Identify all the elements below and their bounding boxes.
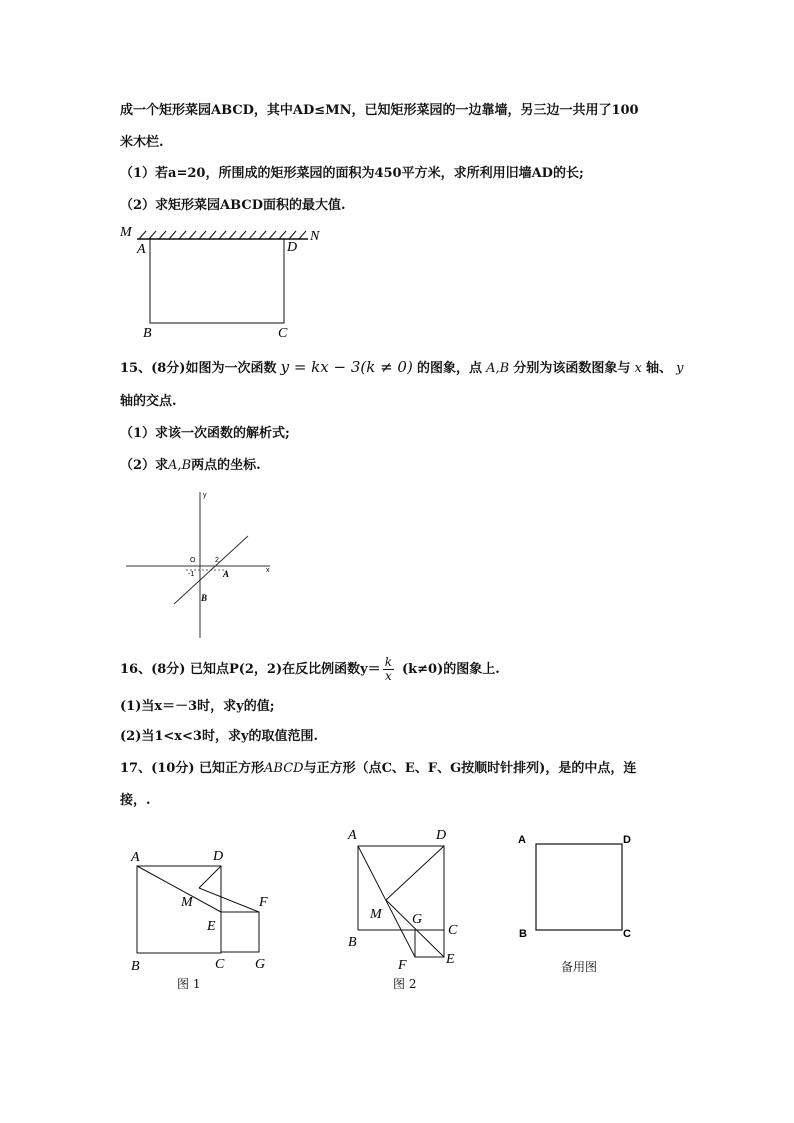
spare-label-C: C [623,928,631,940]
p15-line2: 轴的交点. [120,394,177,409]
p15-y-axis: y [676,361,684,376]
fig2-caption: 图 2 [393,977,417,991]
fraction-denominator: x [384,669,392,683]
label-D: D [287,240,298,255]
x-label: x [266,567,270,574]
p15-mid2: 分别为该函数图象与 [513,361,631,376]
segment-MF [199,888,259,912]
fig2-label-M: M [370,907,382,922]
square-cefg [221,912,259,952]
fig2-label-B: B [348,935,357,950]
wall-hatching [139,231,306,239]
segment-MD [199,866,221,888]
p16-tail: (k≠0)的图象上. [401,662,500,677]
p15-mid: 的图象，点 [416,361,482,376]
spare-label-B: B [519,928,527,940]
label-B: B [143,326,152,341]
p15-head: 15、(8分)如图为一次函数 [120,361,277,376]
fig1-label-G: G [255,957,266,972]
fig1-label-E: E [207,919,216,934]
origin-label: O [190,557,196,564]
p15-points: A,B [486,361,510,376]
fig1-caption: 图 1 [177,977,201,991]
p15-q2-post: 两点的坐标. [191,458,261,473]
fig2-label-C: C [448,923,458,938]
fig1-label-B: B [131,959,140,974]
p14-question-2: （2）求矩形菜园ABCD面积的最大值. [120,198,346,213]
p17-figure-2 [340,822,480,972]
label-A: A [137,242,146,257]
p17-line1 [120,760,636,778]
p15-mid3: 轴、 [645,361,672,376]
y-label: y [203,492,207,499]
tick-2: 2 [215,557,219,564]
label-N: N [310,229,320,244]
point-A-label: A [223,569,230,579]
p17-abcd: ABCD [264,761,304,776]
point-B-label: B [201,593,208,603]
spare-caption: 备用图 [561,960,598,974]
p15-q2-pre: （2）求 [120,458,169,473]
fig1-label-D: D [213,849,224,864]
p17-head-post: 与正方形（点C、E、F、G按顺时针排列)，是的中点，连 [303,761,637,776]
fig2-label-F: F [398,958,407,973]
label-M: M [120,225,132,240]
p17-line2: 接，. [120,793,151,808]
fraction-numerator: k [384,655,392,669]
tick-neg-1: -1 [188,571,195,578]
segment-AE [137,866,221,912]
p17-spare-figure [512,825,642,945]
p14-line2: 米木栏. [120,135,164,150]
p15-x-axis: x [634,361,642,376]
label-C: C [278,326,288,341]
fig2-label-D: D [436,828,447,843]
p16-question-1: (1)当x＝－3时，求y的值; [120,699,275,714]
p15-question-2 [120,457,261,475]
fig1-label-F: F [259,895,268,910]
p17-figure-1 [125,840,285,975]
p15-question-1: （1）求该一次函数的解析式; [120,426,290,441]
p16-line1 [120,656,500,683]
fig2-label-A: A [348,828,357,843]
p16-head: 16、(8分) 已知点P(2，2)在反比例函数y＝ [120,662,381,677]
p17-head-pre: 17、(10分) 已知正方形 [120,761,265,776]
segment-AF [358,846,415,957]
segment-MD [386,846,444,900]
fig1-label-C: C [215,957,225,972]
spare-square [536,844,622,930]
fig2-label-E: E [446,952,455,967]
p14-question-1: （1）若a=20，所围成的矩形菜园的面积为450平方米，求所利用旧墙AD的长; [120,166,584,181]
p15-function: y = kx − 3(k ≠ 0) [280,358,413,376]
p15-q2-points: A,B [168,458,192,473]
fig1-label-M: M [181,895,193,910]
p15-line1 [120,358,683,378]
p16-fraction [383,656,394,683]
fig1-label-A: A [131,850,140,865]
spare-label-D: D [623,834,631,846]
spare-label-A: A [518,834,526,846]
p15-linear-graph [124,488,284,643]
p16-question-2: (2)当1<x<3时，求y的取值范围. [120,729,319,744]
garden-rectangle [150,239,284,323]
p14-line1: 成一个矩形菜园ABCD，其中AD≤MN，已知矩形菜园的一边靠墙，另三边一共用了100 [120,103,639,118]
p14-garden-figure [115,222,325,344]
fig2-label-G: G [412,912,423,927]
